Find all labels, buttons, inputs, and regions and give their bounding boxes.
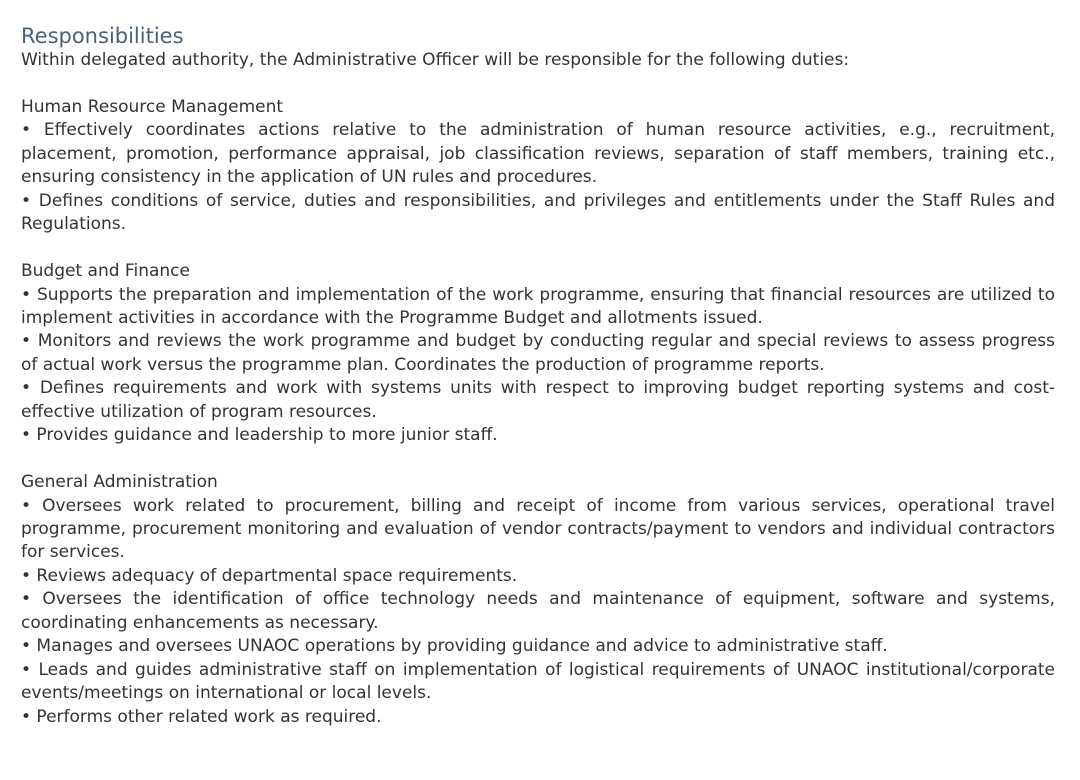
section-general-administration — [21, 471, 1055, 729]
list-item: • Defines conditions of service, duties and responsibilities, and privileges and entitlements under the Staff Rules and Regulations. — [21, 190, 1055, 235]
list-item: • Leads and guides administrative staff on implementation of logistical requirements of UNAOC institutional/corporate events/meetings on international or local levels. — [21, 659, 1055, 704]
intro-text: Within delegated authority, the Administrative Officer will be responsible for the following duties: — [21, 50, 850, 70]
list-item: • Supports the preparation and implementation of the work programme, ensuring that financial resources are utilized to implement activities in accordance with the Programme Budget and allotments issued. — [21, 284, 1055, 328]
list-item: • Monitors and reviews the work programme and budget by conducting regular and special reviews to assess progress of actual work versus the programme plan. Coordinates the production of programme reports. — [21, 331, 1055, 375]
list-item: • Performs other related work as required. — [21, 706, 382, 727]
list-item: • Oversees the identification of office technology needs and maintenance of equipment, software and systems, coordinating enhancements as necessary. — [21, 589, 1055, 633]
list-item: • Effectively coordinates actions relative to the administration of human resource activities, e.g., recruitment, placement, promotion, performance appraisal, job classification reviews, separation of staff members, training etc., ensuring consistency in the application of UN rules and procedures. — [21, 120, 1055, 188]
section-heading: General Administration — [21, 472, 218, 493]
section-heading: Budget and Finance — [21, 261, 190, 282]
section-heading: Human Resource Management — [21, 96, 284, 117]
list-item: • Manages and oversees UNAOC operations by providing guidance and advice to administrative staff. — [21, 636, 888, 657]
list-item: • Provides guidance and leadership to more junior staff. — [21, 425, 498, 446]
list-item: • Reviews adequacy of departmental space requirements. — [21, 565, 518, 586]
list-item: • Defines requirements and work with systems units with respect to improving budget reporting systems and cost-effective utilization of program resources. — [21, 378, 1055, 422]
responsibilities-document — [21, 23, 1055, 729]
list-item: • Oversees work related to procurement, billing and receipt of income from various services, operational travel programme, procurement monitoring and evaluation of vendor contracts/payment to vendors and individual contractors for services. — [21, 495, 1055, 563]
section-budget-and-finance — [21, 260, 1055, 448]
section-title: Responsibilities — [21, 24, 184, 48]
section-human-resource-management — [21, 96, 1055, 237]
